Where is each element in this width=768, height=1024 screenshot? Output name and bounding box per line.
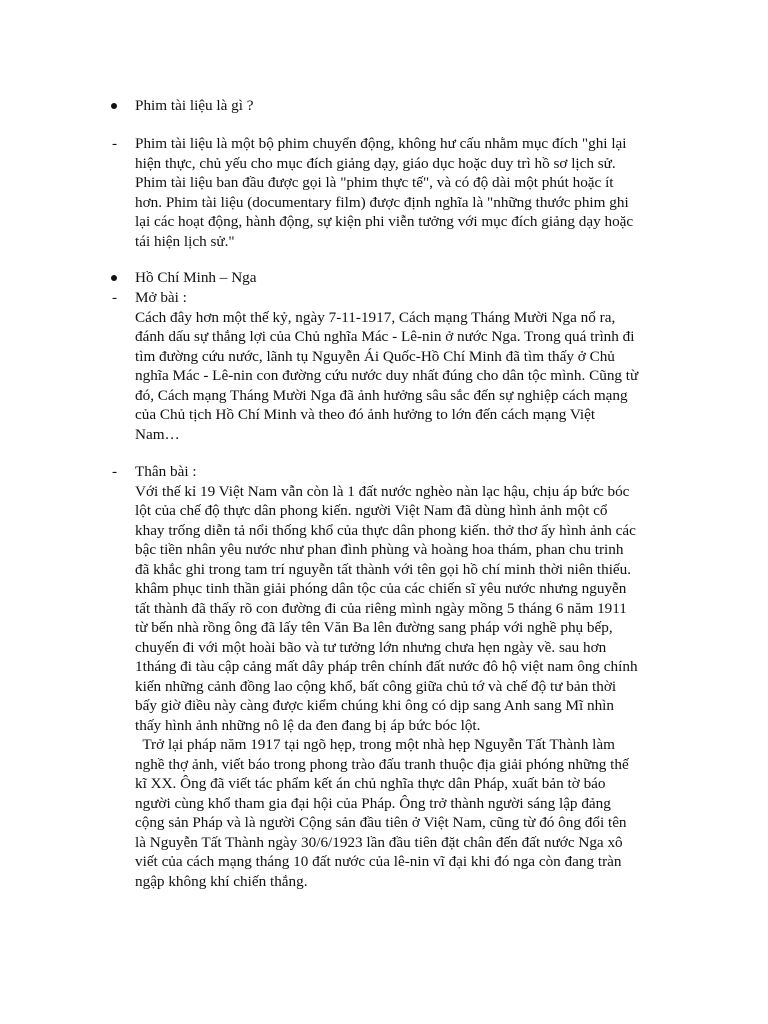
text-line: thấy hình ảnh những nô lệ da đen đang bị áp bức bóc lột. <box>135 716 481 734</box>
text-line: Trở lại pháp năm 1917 tại ngõ hẹp, trong một nhà hẹp Nguyễn Tất Thành làm <box>135 736 615 753</box>
text-line: đã khắc ghi trong tam trí nguyễn tất thành với tên gọi hồ chí minh thời niên thiếu. <box>135 560 632 578</box>
text-line: hơn. Phim tài liệu (documentary film) được định nghĩa là "những thước phim ghi <box>135 193 629 211</box>
text-line: Phim tài liệu là một bộ phim chuyển động, không hư cấu nhằm mục đích "ghi lại <box>135 135 627 152</box>
text-line: kĩ XX. Ông đã viết tác phẩm kết án chủ nghĩa thực dân Pháp, xuất bản tờ báo <box>135 775 606 792</box>
text-line: đó, Cách mạng Tháng Mười Nga đã ảnh hưởng sâu sắc đến sự nghiệp cách mạng <box>135 386 628 404</box>
text-line: tất thành đã thấy rõ con đường đi của riêng mình ngày mồng 5 tháng 6 năm 1911 <box>135 599 627 617</box>
text-line: nghề thợ ảnh, viết báo trong phong trào đấu tranh thuộc địa giải phóng những thế <box>135 755 629 773</box>
text-line: của Chủ tịch Hồ Chí Minh và theo đó ảnh hưởng to lớn đến cách mạng Việt <box>135 406 596 423</box>
text-line: kiến những cảnh đồng lao cộng khổ, bất công giữa chủ tớ và chế độ tư bản thời <box>135 677 617 695</box>
text-line: ngập không khí chiến thắng. <box>135 872 308 890</box>
bullet-icon <box>111 275 117 281</box>
text-line: đánh dấu sự thắng lợi của Chủ nghĩa Mác - Lê-nin ở nước Nga. Trong quá trình đi <box>135 328 635 345</box>
text-line: bậc tiền nhân yêu nước như phan đình phùng và hoàng hoa thám, phan chu trinh <box>135 541 624 558</box>
text-line: lại các hoạt động, hành động, sự kiện phi viễn tưởng với mục đích giảng dạy hoặc <box>135 213 634 230</box>
text-line: Với thế kỉ 19 Việt Nam vẫn còn là 1 đất nước nghèo nàn lạc hậu, chịu áp bức bóc <box>135 482 630 500</box>
text-line: viết của cách mạng tháng 10 đất nước của lê-nin vĩ đại khi đó nga còn đang tràn <box>135 853 622 870</box>
text-line: cộng sản Pháp và là người Cộng sản đầu tiên ở Việt Nam, cũng từ đó ông đổi tên <box>135 814 627 831</box>
text-line: Nam… <box>135 425 180 443</box>
text-line: hiện thực, chủ yếu cho mục đích giảng dạy, giáo dục hoặc duy trì hồ sơ lịch sử. <box>135 154 616 172</box>
text-line: Thân bài : <box>135 463 197 480</box>
text-line: là Nguyễn Tất Thành ngày 30/6/1923 lần đầu tiên đặt chân đến đất nước Nga xô <box>135 833 623 851</box>
text-line: khâm phục tinh thần giải phóng dân tộc của các chiến sĩ yêu nước nhưng nguyễn <box>135 580 627 597</box>
text-line: người cùng khổ tham gia đại hội của Pháp. Ông trở thành người sáng lập đảng <box>135 794 611 812</box>
dash-marker: - <box>112 289 118 306</box>
text-line: tái hiện lịch sử." <box>135 232 235 250</box>
text-line: 1tháng đi tàu cập cảng mất dây pháp trên chính đất nước đô hộ việt nam ông chính <box>135 658 638 675</box>
text-line: bấy giờ điều này càng được kiểm chúng khi ông có dịp sang Anh sang Mĩ nhìn <box>135 697 614 714</box>
text-line: chuyến đi với một hoài bão và tư tưởng lớn nhưng chưa hẹn ngày về. sau hơn <box>135 638 607 656</box>
text-line: Cách đây hơn một thế kỷ, ngày 7-11-1917, Cách mạng Tháng Mười Nga nổ ra, <box>135 308 616 326</box>
text-line: Hồ Chí Minh – Nga <box>135 269 257 286</box>
text-line: lột của chế độ thực dân phong kiến. người Việt Nam đã dùng hình ảnh một cổ <box>135 502 608 519</box>
text-line: tìm đường cứu nước, lãnh tụ Nguyễn Ái Quốc-Hồ Chí Minh đã tìm thấy ở Chủ <box>135 347 615 365</box>
bullet-icon <box>111 103 117 109</box>
dash-marker: - <box>112 135 118 152</box>
text-line: khay trống diễn tả nổi thống khổ của thực dân phong kiến. thở thơ ấy hình ảnh các <box>135 521 636 539</box>
text-line: Mở bài : <box>135 289 187 306</box>
text-line: Phim tài liệu ban đầu được gọi là "phim thực tế", và có độ dài một phút hoặc ít <box>135 174 614 191</box>
text-line: từ bến nhà rồng ông đã lấy tên Văn Ba lên đường sang pháp với nghề phụ bếp, <box>135 619 613 636</box>
text-line: nghĩa Mác - Lê-nin con đường cứu nước duy nhất đúng cho dân tộc mình. Cũng từ <box>135 367 639 384</box>
text-line: Phim tài liệu là gì ? <box>135 97 254 114</box>
dash-marker: - <box>112 463 118 480</box>
